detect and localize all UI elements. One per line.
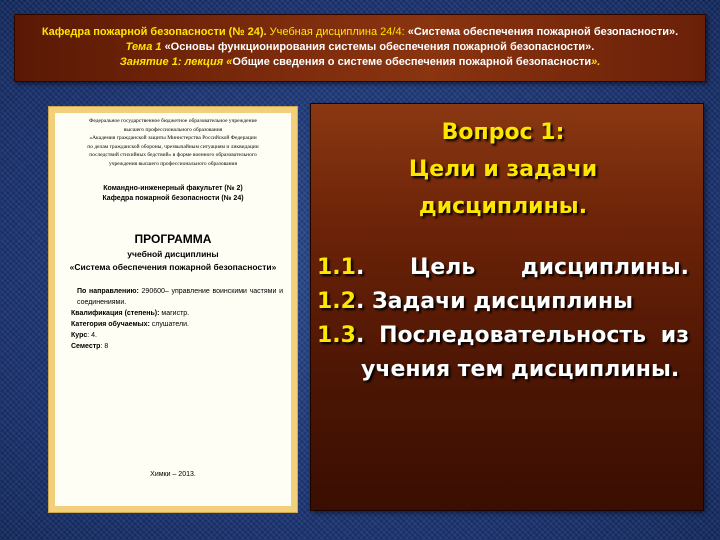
item-text: Последовательность изучения тем дисциплины. [361, 323, 689, 382]
document-footer: Химки – 2013. [150, 471, 196, 478]
org-line: «Академия гражданской защиты Министерства Российской Федерации [89, 135, 257, 141]
header-department: Кафедра пожарной безопасности (№ 24). [41, 26, 267, 38]
question-title-line-2: Цели и задачи [408, 157, 598, 182]
category-row [63, 319, 283, 330]
item-sep: . [355, 289, 365, 314]
semester-label: Семестр [71, 343, 101, 350]
item-text: Задачи дисциплины [372, 289, 634, 314]
course-value: : 4. [87, 332, 97, 339]
category-value: слушатели. [151, 321, 189, 328]
list-item [317, 285, 689, 319]
program-title: ПРОГРАММА [134, 232, 212, 246]
course-row [63, 330, 283, 341]
item-number: 1.1 [317, 255, 356, 280]
header-topic-name: «Основы функционирования системы обеспечения пожарной безопасности». [164, 41, 595, 53]
header-line-3 [15, 55, 705, 70]
header-topic-label: Тема 1 [125, 41, 162, 53]
org-line: Федеральное государственное бюджетное образовательное учреждение [89, 118, 257, 124]
qualification-label: Квалификация (степень): [71, 310, 160, 317]
item-number: 1.2 [317, 289, 356, 314]
qualification-value: магистр. [161, 310, 190, 317]
program-params [63, 286, 283, 352]
program-subtitle [63, 248, 283, 274]
direction-row [63, 286, 283, 308]
org-line: последствий стихийных бедствий» в форме военного образовательного [89, 152, 257, 158]
direction-label: По направлению: [77, 288, 139, 295]
question-title-line-1: Вопрос 1: [441, 120, 565, 145]
category-label: Категория обучаемых: [71, 321, 150, 328]
header-discipline-name: «Система обеспечения пожарной безопасности». [407, 26, 679, 38]
header-line-2 [15, 40, 705, 55]
semester-row [63, 341, 283, 352]
faculty-name: Командно-инженерный факультет (№ 2) [103, 185, 243, 192]
question-panel [310, 103, 704, 511]
header-discipline-label: Учебная дисциплина 24/4: [269, 26, 405, 38]
question-title [317, 114, 689, 225]
org-line: высшего профессионального образования [123, 126, 223, 133]
program-sub2: «Система обеспечения пожарной безопасности» [69, 262, 277, 272]
department-name: Кафедра пожарной безопасности (№ 24) [102, 195, 244, 202]
header-line-1 [15, 25, 705, 40]
header-lesson-label: Занятие 1: лекция « [119, 56, 233, 68]
org-lines [63, 117, 283, 168]
item-number: 1.3 [317, 323, 356, 348]
list-item [317, 251, 689, 285]
question-title-line-3: дисциплины. [418, 194, 588, 219]
org-line: учреждения высшего профессионального образования [109, 160, 237, 167]
semester-value: : 8 [100, 343, 109, 350]
course-label: Курс [71, 332, 88, 339]
list-item [317, 319, 689, 387]
program-document-image [49, 107, 297, 512]
item-sep: . [355, 323, 365, 348]
header-lesson-end: ». [591, 56, 601, 68]
org-line: по делам гражданской обороны, чрезвычайным ситуациям и ликвидации [87, 143, 259, 150]
direction-value: 290600– управление воинскими частями и соединениями. [77, 288, 283, 306]
slide-header [14, 14, 706, 82]
question-items [317, 251, 689, 387]
header-lesson-name: Общие сведения о системе обеспечения пожарной безопасности [232, 56, 592, 68]
faculty-block [63, 184, 283, 204]
item-sep: . [355, 255, 410, 280]
item-text: Цель дисциплины. [409, 255, 689, 280]
program-sub1: учебной дисциплины [127, 249, 219, 259]
qualification-row [63, 308, 283, 319]
